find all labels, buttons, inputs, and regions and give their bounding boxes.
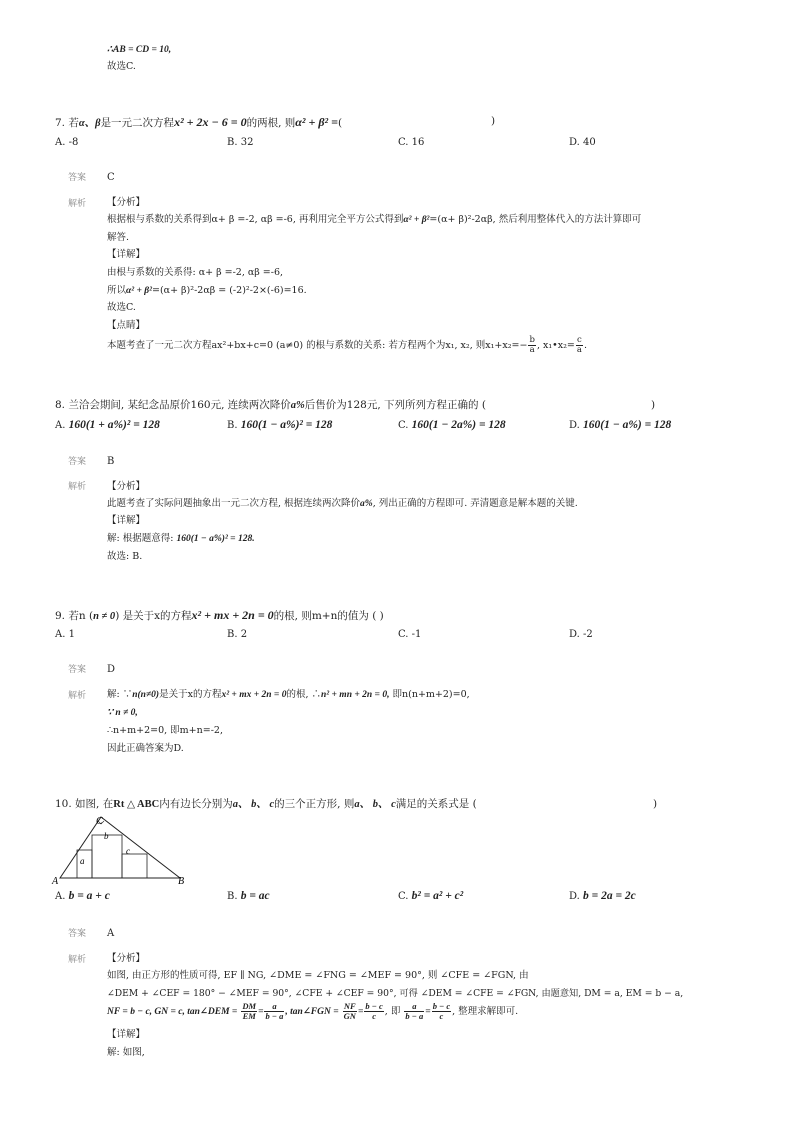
q7-stem: 7. 若α、β是一元二次方程x² + 2x − 6 = 0的两根, 则α² + β² =( [55, 115, 343, 129]
q7-analysis-label: 解析 [68, 199, 87, 209]
triangle-abc [60, 817, 180, 878]
q7-detail-line3: 故选C. [107, 302, 136, 313]
q8-xiangjie: 【详解】 [107, 515, 146, 526]
square-b [92, 835, 122, 878]
prev-choice: 故选C. [107, 61, 136, 72]
q8-option-c[interactable]: C. 160(1 − 2a%) = 128 [398, 419, 506, 431]
q10-option-c[interactable]: C. b² = a² + c² [398, 890, 464, 902]
q10-analysis-line1: 如图, 由正方形的性质可得, EF ∥ NG, ∠DME = ∠FNG = ∠MEF = 90°, 则 ∠CFE = ∠FGN, 由 [107, 970, 529, 981]
q10-option-b[interactable]: B. b = ac [227, 890, 270, 902]
q10-detail-line1: 解: 如图, [107, 1047, 145, 1058]
prev-conclusion: ∴AB = CD = 10, [107, 45, 172, 55]
fraction: $\frac{b - c}{c}$ [365, 1001, 383, 1021]
q7-fenxi: 【分析】 [107, 197, 146, 208]
q7-dianjing-line: 本题考查了一元二次方程ax²+bx+c=0 (a≠0) 的根与系数的关系: 若方程两个为x₁, x₂, 则x₁+x₂=− $\frac{b}{a}$ , x₁•x₂= $\frac{c}{a}$ . [107, 335, 587, 355]
label-side-b: b [104, 831, 109, 841]
q9-option-c[interactable]: C. -1 [398, 629, 422, 640]
q10-fenxi: 【分析】 [107, 953, 146, 964]
q8-answer-label: 答案 [68, 457, 87, 467]
q9-answer-label: 答案 [68, 665, 87, 675]
q10-analysis-line3: NF = b − c, GN = c, tan∠DEM = $\frac{DM}{EM}$ = $\frac{a}{b - a}$ , tan∠FGN = $\frac{NF}{GN}$ = $\frac{b - c}{c}$ , 即 $\frac{a}{b - a}$ = $\frac{b - c}{c}$ , 整理求解即可. [107, 1001, 519, 1021]
q7-dianjing: 【点睛】 [107, 320, 146, 331]
q10-analysis-line2: ∠DEM + ∠CEF = 180° − ∠MEF = 90°, ∠CFE + ∠CEF = 90°, 可得 ∠DEM = ∠CFE = ∠FGN, 由题意知, DM = a, EM = b − a, [107, 988, 684, 999]
q7-answer: C [107, 172, 115, 183]
fraction: $\frac{a}{b - a}$ [265, 1001, 284, 1021]
label-c-vertex: C [96, 816, 103, 827]
fraction: $\frac{NF}{GN}$ [343, 1001, 356, 1021]
q7-paren-close: ) [491, 115, 496, 127]
square-c [122, 854, 147, 878]
fraction: $\frac{DM}{EM}$ [242, 1001, 257, 1021]
q10-paren-close: ) [653, 798, 658, 810]
q8-paren-close: ) [651, 399, 656, 411]
q9-analysis-line1: 解: ∵n(n≠0)是关于x的方程x² + mx + 2n = 0的根, ∴n² + mn + 2n = 0, 即n(n+m+2)=0, [107, 689, 470, 700]
q9-option-d[interactable]: D. -2 [569, 629, 593, 640]
q10-option-d[interactable]: D. b = 2a = 2c [569, 890, 636, 902]
q7-answer-label: 答案 [68, 173, 87, 183]
label-a-vertex: A [52, 876, 59, 886]
q9-analysis-line4: 因此正确答案为D. [107, 743, 184, 754]
q9-answer: D [107, 664, 116, 675]
q8-fenxi: 【分析】 [107, 481, 146, 492]
q10-analysis-label: 解析 [68, 955, 87, 965]
q9-stem: 9. 若n (n ≠ 0) 是关于x的方程x² + mx + 2n = 0的根, 则m+n的值为 ( ) [55, 608, 384, 622]
q9-option-b[interactable]: B. 2 [227, 629, 248, 640]
fraction: $\frac{b - c}{c}$ [432, 1001, 451, 1021]
q7-detail-line1: 由根与系数的关系得: α+ β =-2, αβ =-6, [107, 267, 284, 278]
label-b-vertex: B [178, 876, 185, 886]
q7-detail-line2: 所以α² + β²=(α+ β)²-2αβ = (-2)²-2×(-6)=16. [107, 285, 307, 296]
q9-analysis-label: 解析 [68, 691, 87, 701]
fraction: $\frac{a}{b - a}$ [405, 1001, 424, 1021]
q10-xiangjie: 【详解】 [107, 1029, 146, 1040]
q8-option-a[interactable]: A. 160(1 + a%)² = 128 [55, 419, 160, 431]
q8-analysis-label: 解析 [68, 482, 87, 492]
q9-analysis-line2: ∵ n ≠ 0, [107, 708, 138, 718]
fraction: $\frac{b}{a}$ [529, 335, 535, 355]
q8-detail-line2: 故选: B. [107, 551, 143, 562]
q10-stem: 10. 如图, 在Rt △ ABC内有边长分别为a、 b、 c的三个正方形, 则a、 b、 c满足的关系式是 ( [55, 798, 477, 810]
q8-answer: B [107, 456, 115, 467]
q10-answer: A [107, 928, 115, 939]
q7-analysis-line1: 根据根与系数的关系得到α+ β =-2, αβ =-6, 再利用完全平方公式得到α² + β²=(α+ β)²-2αβ, 然后利用整体代入的方法计算即可 [107, 214, 642, 225]
q8-stem: 8. 兰洽会期间, 某纪念品原价160元, 连续两次降价a%后售价为128元, 下列所列方程正确的 ( [55, 399, 486, 411]
q7-xiangjie: 【详解】 [107, 249, 146, 260]
q9-analysis-line3: ∴n+m+2=0, 即m+n=-2, [107, 725, 223, 736]
q8-option-d[interactable]: D. 160(1 − a%) = 128 [569, 419, 672, 431]
label-side-a: a [80, 856, 85, 866]
q8-detail-line1: 解: 根据题意得: 160(1 − a%)² = 128. [107, 533, 255, 544]
q9-option-a[interactable]: A. 1 [55, 629, 75, 640]
q8-analysis-line1: 此题考查了实际问题抽象出一元二次方程, 根据连续两次降价a%, 列出正确的方程即可. 弄清题意是解本题的关键. [107, 498, 578, 509]
q10-option-a[interactable]: A. b = a + c [55, 890, 110, 902]
q10-answer-label: 答案 [68, 929, 87, 939]
q8-option-b[interactable]: B. 160(1 − a%)² = 128 [227, 419, 333, 431]
q10-figure [50, 812, 190, 886]
label-side-c: c [126, 846, 130, 856]
q7-option-b[interactable]: B. 32 [227, 137, 254, 148]
q7-option-d[interactable]: D. 40 [569, 137, 596, 148]
q7-option-c[interactable]: C. 16 [398, 137, 425, 148]
fraction: $\frac{c}{a}$ [576, 335, 582, 355]
q7-analysis-line2: 解答. [107, 232, 130, 243]
q7-option-a[interactable]: A. -8 [55, 137, 79, 148]
